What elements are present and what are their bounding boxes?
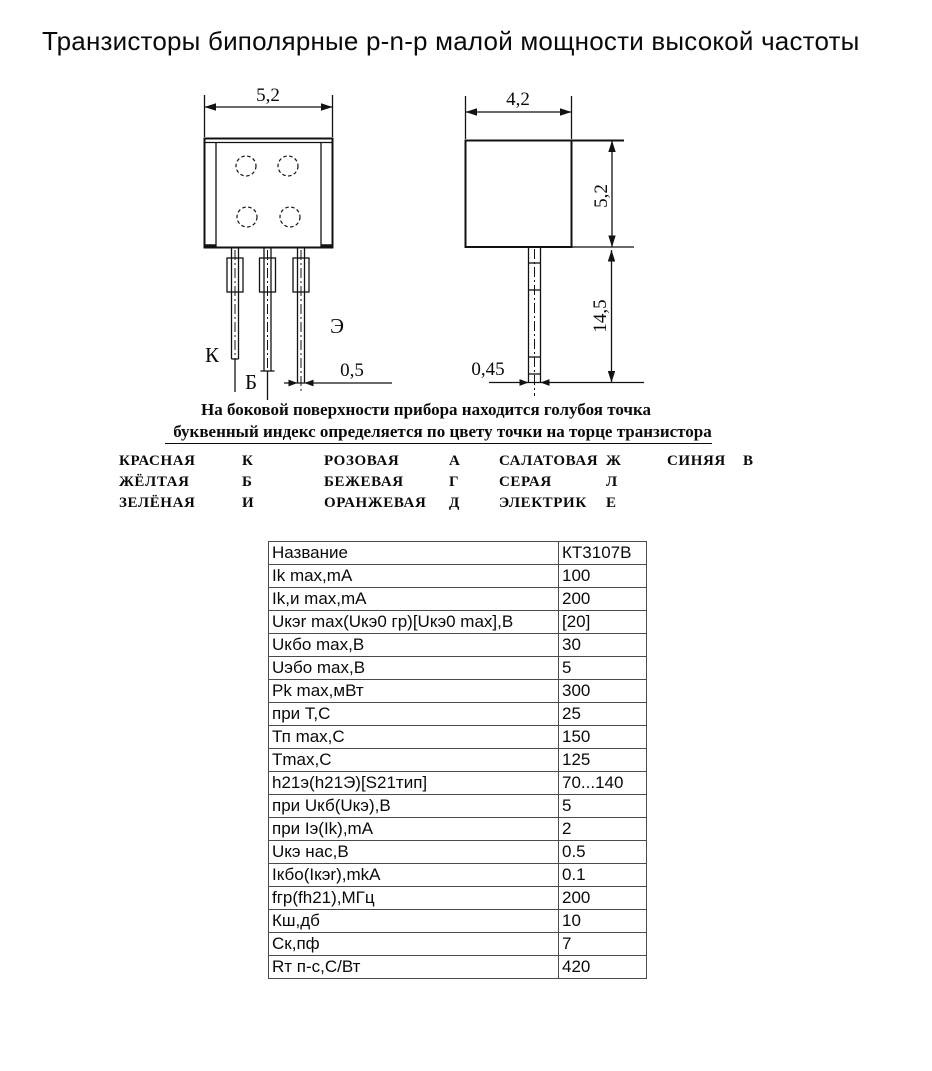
color-name: СИНЯЯ xyxy=(667,453,726,469)
table-row xyxy=(269,772,647,795)
spec-header-row xyxy=(269,542,647,565)
table-row xyxy=(269,634,647,657)
front-width-dim-label: 5,2 xyxy=(256,85,280,106)
face-dot xyxy=(237,207,257,227)
color-name: ОРАНЖЕВАЯ xyxy=(324,495,427,511)
collector-lead xyxy=(227,248,243,392)
color-letter: В xyxy=(743,453,754,469)
spec-value: 420 xyxy=(559,956,647,979)
color-letter: Б xyxy=(242,474,253,490)
color-letter: Г xyxy=(449,474,460,490)
color-letter: Е xyxy=(606,495,617,511)
spec-param: Tmax,С xyxy=(269,749,559,772)
table-row xyxy=(269,795,647,818)
color-name: ЖЁЛТАЯ xyxy=(119,474,190,490)
spec-param: fгр(fh21),МГц xyxy=(269,887,559,910)
collector-pin-label: К xyxy=(204,343,220,367)
spec-param: Uэбо max,В xyxy=(269,657,559,680)
table-row xyxy=(269,703,647,726)
spec-param: Кш,дб xyxy=(269,910,559,933)
spec-value: 125 xyxy=(559,749,647,772)
spec-value: 7 xyxy=(559,933,647,956)
table-row xyxy=(269,887,647,910)
table-row xyxy=(269,910,647,933)
color-letter: Ж xyxy=(606,453,622,469)
spec-param: Uкэ нас,В xyxy=(269,841,559,864)
color-letter: К xyxy=(242,453,254,469)
spec-value: 5 xyxy=(559,795,647,818)
table-row xyxy=(269,841,647,864)
table-row xyxy=(269,956,647,979)
face-dot xyxy=(280,207,300,227)
table-row xyxy=(269,749,647,772)
spec-table xyxy=(268,541,647,979)
spec-param: при Uкб(Uкэ),В xyxy=(269,795,559,818)
note-line-1: На боковой поверхности прибора находится голубоя точка xyxy=(200,400,652,419)
spec-value: 200 xyxy=(559,588,647,611)
spec-param: при Т,С xyxy=(269,703,559,726)
base-pin-label: Б xyxy=(244,370,258,394)
side-lead xyxy=(529,247,541,396)
color-name: КРАСНАЯ xyxy=(119,453,196,469)
spec-param: Ск,пф xyxy=(269,933,559,956)
color-letter: А xyxy=(449,453,461,469)
spec-value: 300 xyxy=(559,680,647,703)
table-row xyxy=(269,864,647,887)
spec-value: 150 xyxy=(559,726,647,749)
spec-param: Название xyxy=(269,542,559,565)
front-view xyxy=(205,85,393,400)
side-lead-width-dim-label: 0,45 xyxy=(471,359,505,380)
spec-param: при Iэ(Ik),mA xyxy=(269,818,559,841)
color-letter: Л xyxy=(606,474,618,490)
table-row xyxy=(269,611,647,634)
face-dot xyxy=(278,156,298,176)
color-name: РОЗОВАЯ xyxy=(324,453,400,469)
side-lead-length-dim-label: 14,5 xyxy=(590,299,611,333)
table-row xyxy=(269,680,647,703)
spec-param: Pk max,мВт xyxy=(269,680,559,703)
side-width-dim-label: 4,2 xyxy=(506,89,530,110)
spec-value: 100 xyxy=(559,565,647,588)
table-row xyxy=(269,565,647,588)
spec-value: 70...140 xyxy=(559,772,647,795)
spec-value: 5 xyxy=(559,657,647,680)
spec-param: Ik max,mA xyxy=(269,565,559,588)
spec-value: 30 xyxy=(559,634,647,657)
transistor-package-drawing xyxy=(0,0,932,450)
face-dot xyxy=(236,156,256,176)
spec-param: Ik,и max,mA xyxy=(269,588,559,611)
spec-value: 10 xyxy=(559,910,647,933)
table-row xyxy=(269,588,647,611)
spec-value: 2 xyxy=(559,818,647,841)
table-row xyxy=(269,933,647,956)
spec-value: 25 xyxy=(559,703,647,726)
spec-value: 200 xyxy=(559,887,647,910)
front-lead-width-dim-label: 0,5 xyxy=(340,360,364,381)
spec-param: Uкэr max(Uкэ0 гр)[Uкэ0 max],В xyxy=(269,611,559,634)
side-height-dim-label: 5,2 xyxy=(591,184,612,208)
spec-param: Iкбо(Iкэr),mkA xyxy=(269,864,559,887)
color-name: СЕРАЯ xyxy=(499,474,552,490)
page-title: Транзисторы биполярные p-n-p малой мощности высокой частоты xyxy=(42,26,860,56)
color-name: САЛАТОВАЯ xyxy=(499,453,599,469)
table-row xyxy=(269,726,647,749)
spec-param: Rт п-с,С/Вт xyxy=(269,956,559,979)
table-row xyxy=(269,818,647,841)
table-row xyxy=(269,657,647,680)
emitter-lead xyxy=(293,248,309,391)
color-letter: И xyxy=(242,495,255,511)
spec-param: h21э(h21Э)[S21тип] xyxy=(269,772,559,795)
spec-value: 0.1 xyxy=(559,864,647,887)
spec-param: Uкбо max,В xyxy=(269,634,559,657)
spec-value: 0.5 xyxy=(559,841,647,864)
note-line-2: буквенный индекс определяется по цвету точки на торце транзистора xyxy=(173,422,712,441)
emitter-pin-label: Э xyxy=(330,314,344,338)
color-name: ЭЛЕКТРИК xyxy=(499,495,587,511)
base-lead xyxy=(260,248,276,400)
side-view xyxy=(466,89,645,396)
color-code-table xyxy=(119,451,773,514)
spec-value: [20] xyxy=(559,611,647,634)
spec-value: КТ3107В xyxy=(559,542,647,565)
color-name: БЕЖЕВАЯ xyxy=(324,474,404,490)
note-divider xyxy=(165,443,712,444)
color-letter: Д xyxy=(449,495,460,511)
color-name: ЗЕЛЁНАЯ xyxy=(119,495,196,511)
spec-param: Тп max,С xyxy=(269,726,559,749)
